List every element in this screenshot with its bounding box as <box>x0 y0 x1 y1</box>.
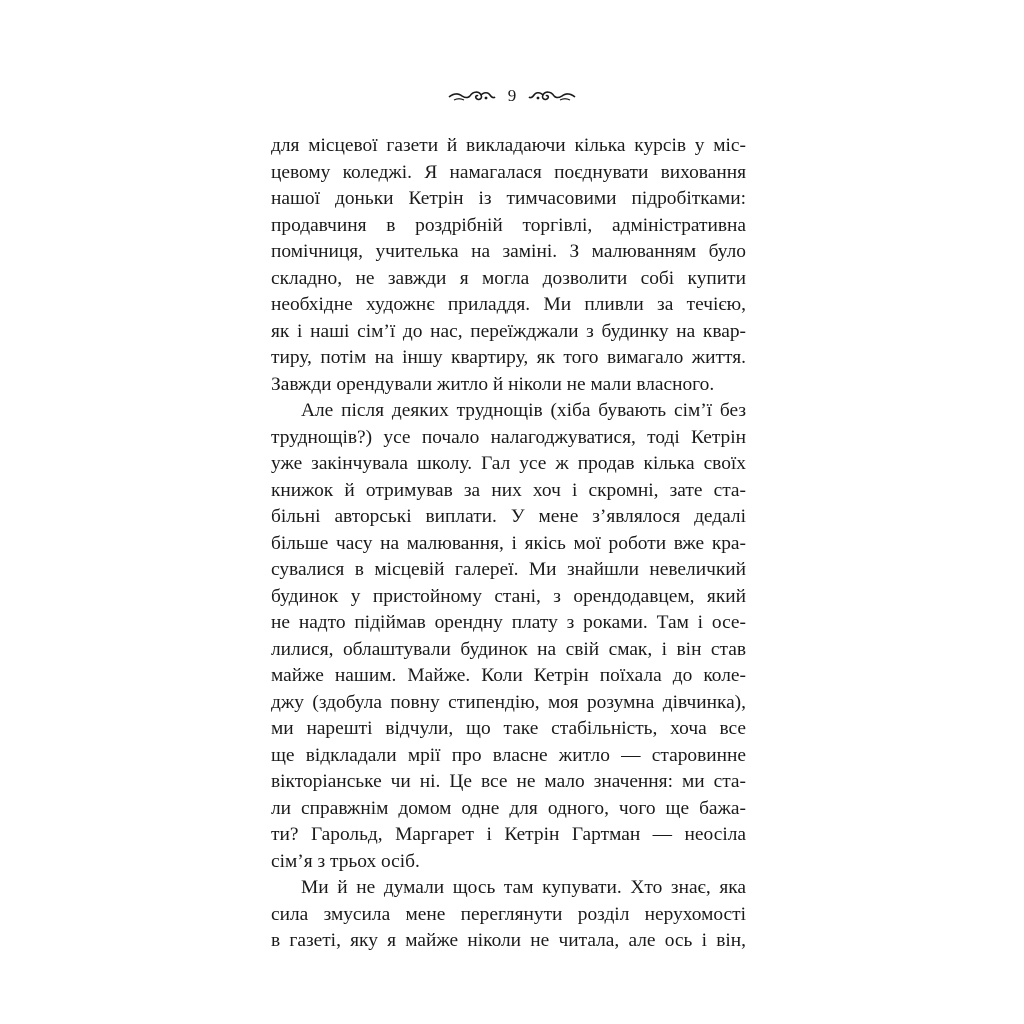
text-line: для місцевої газети й викладаючи кілька курсів у міс- <box>271 135 746 156</box>
text-line: лилися, облаштували будинок на свій смак, і він став <box>271 638 746 660</box>
text-line: продавчиня в роздрібній торгівлі, адміністративна <box>271 214 746 236</box>
text-line: в газеті, яку я майже ніколи не читала, але ось і він, <box>271 930 746 951</box>
flourish-right-ornament <box>528 88 576 104</box>
text-line: будинок у пристойному стані, з орендодавцем, який <box>271 585 746 607</box>
text-line: книжок й отримував за них хоч і скромні, зате ста- <box>271 479 746 501</box>
text-line: труднощів?) усе почало налагоджуватися, тоді Кетрін <box>271 426 746 448</box>
text-line: сувалися в місцевій галереї. Ми знайшли невеличкий <box>271 559 746 580</box>
text-line: тиру, потім на іншу квартиру, як того вимагало життя. <box>271 347 746 368</box>
text-line: уже закінчувала школу. Гал усе ж продав кілька своїх <box>271 453 746 474</box>
text-line: більні авторські виплати. У мене з’являлося дедалі <box>271 506 746 527</box>
page-header <box>0 82 1024 110</box>
text-line: необхідне художнє приладдя. Ми пливли за течією, <box>271 294 746 315</box>
text-line: не надто підіймав орендну плату з роками. Там і осе- <box>271 612 746 633</box>
text-line: як і наші сім’ї до нас, переїжджали з будинку на квар- <box>271 320 746 342</box>
body-text <box>271 133 746 953</box>
flourish-left-ornament <box>448 88 496 104</box>
text-line: сім’я з трьох осіб. <box>271 850 420 872</box>
text-line: Завжди орендували житло й ніколи не мали власного. <box>271 373 715 395</box>
text-line: Ми й не думали щось там купувати. Хто знає, яка <box>301 877 746 898</box>
text-line: ще відкладали мрії про власне житло — старовинне <box>271 744 746 766</box>
text-line: майже нашим. Майже. Коли Кетрін поїхала до коле- <box>271 665 746 686</box>
text-line: ли справжнім домом одне для одного, чого ще бажа- <box>271 797 746 819</box>
text-line: цевому коледжі. Я намагалася поєднувати виховання <box>271 161 746 183</box>
text-line: джу (здобула повну стипендію, моя розумна дівчинка), <box>271 691 746 713</box>
text-line: ти? Гарольд, Маргарет і Кетрін Гартман — неосіла <box>271 824 746 845</box>
text-line: помічниця, учителька на заміні. З малюванням було <box>271 241 746 262</box>
page-number: 9 <box>507 86 517 105</box>
text-line: більше часу на малювання, і якісь мої роботи вже кра- <box>271 532 746 554</box>
text-line: вікторіанське чи ні. Це все не мало значення: ми ста- <box>271 771 746 792</box>
text-line: складно, не завжди я могла дозволити собі купити <box>271 267 746 289</box>
text-line: нашої доньки Кетрін із тимчасовими підробітками: <box>271 188 746 209</box>
text-line: сила змусила мене переглянути розділ нерухомості <box>271 903 746 925</box>
text-line: ми нарешті відчули, що таке стабільність, хоча все <box>271 718 746 739</box>
text-line: Але після деяких труднощів (хіба бувають сім’ї без <box>301 400 746 421</box>
